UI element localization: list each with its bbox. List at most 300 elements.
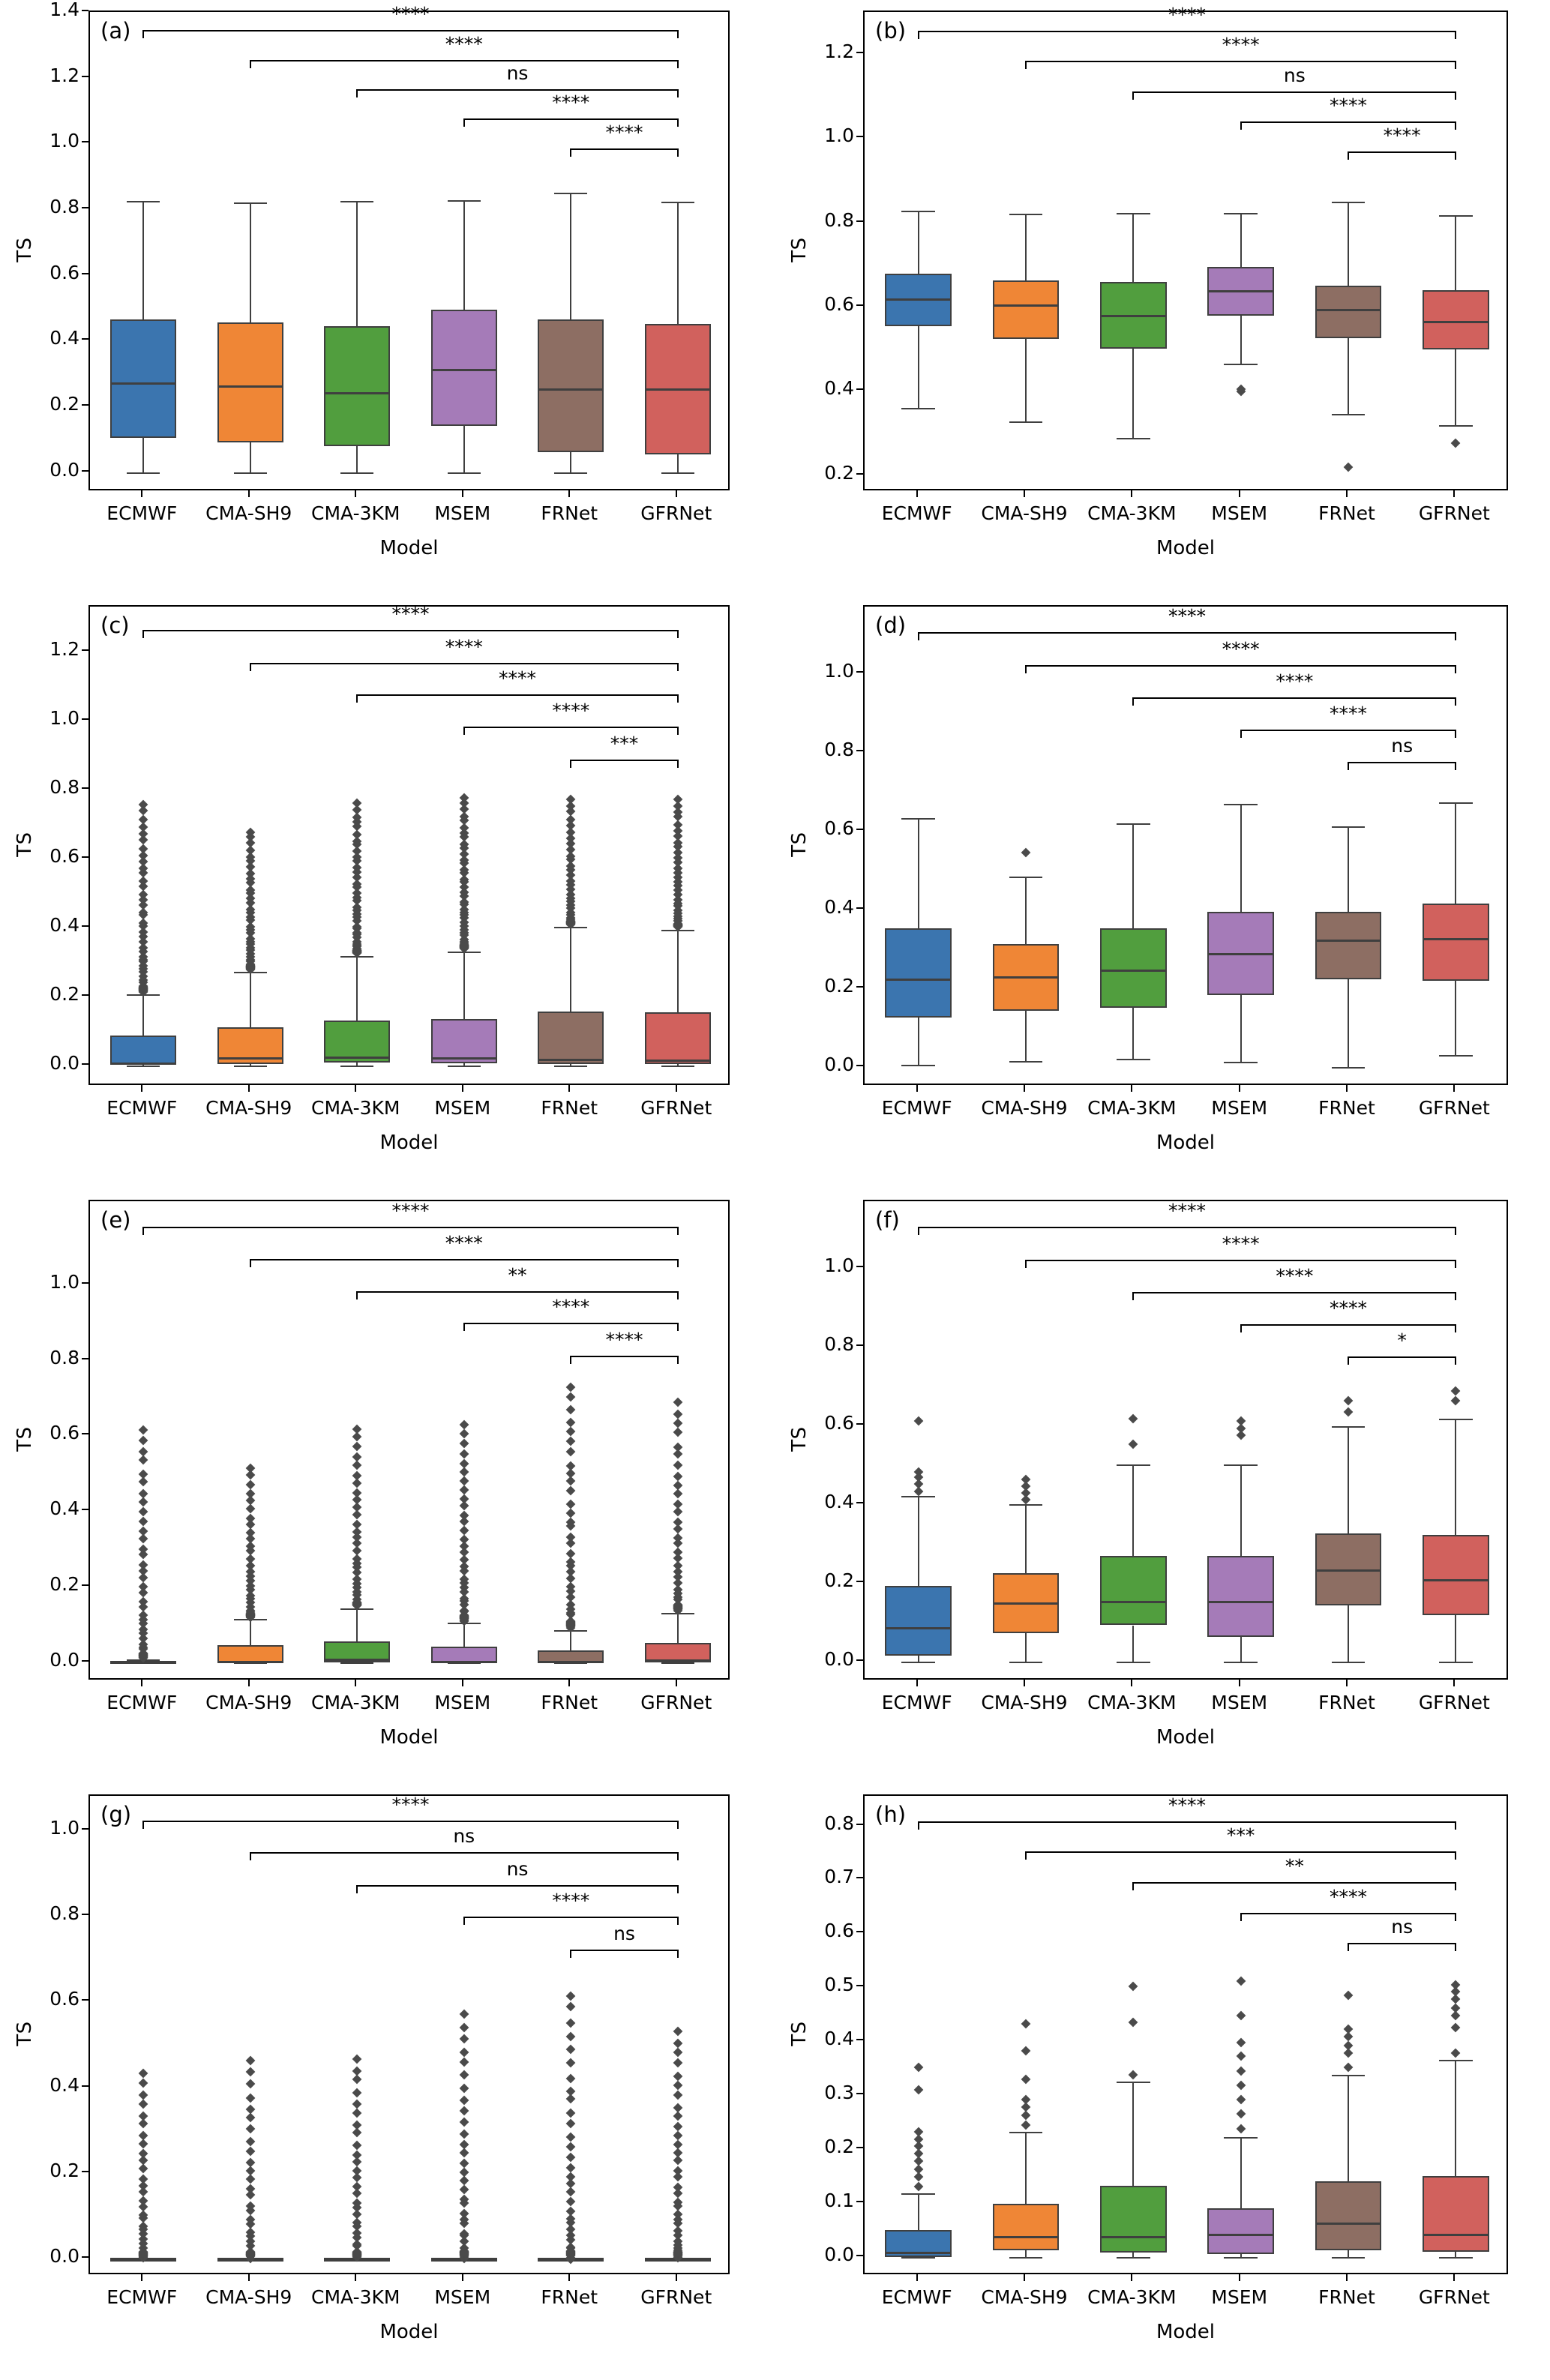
whisker-upper [142, 201, 144, 319]
significance-bracket [464, 118, 678, 120]
significance-bracket-tick [918, 632, 919, 640]
y-tick-label: 0.4 [49, 327, 79, 349]
significance-label: ** [1285, 1855, 1304, 1878]
significance-bracket-tick [1455, 762, 1456, 770]
y-tick-mark [82, 10, 88, 11]
plot-area [88, 1200, 730, 1680]
whisker-upper [1348, 202, 1349, 286]
outlier-marker [139, 2148, 148, 2158]
median-line [645, 388, 711, 391]
x-tick-mark [355, 1085, 356, 1092]
outlier-marker [673, 2122, 682, 2132]
significance-bracket [1026, 665, 1456, 667]
x-tick-label-ecmwf: ECMWF [881, 2286, 952, 2308]
y-tick-label: 0.8 [49, 1902, 79, 1924]
outlier-marker [1451, 1386, 1461, 1395]
panel-f [775, 1189, 1550, 1784]
significance-bracket-tick [677, 148, 679, 157]
x-tick-label-cma-3km: CMA-3KM [1087, 1692, 1177, 1713]
significance-bracket-tick [463, 1917, 465, 1925]
outlier-marker [459, 2058, 469, 2067]
whisker-cap-upper [1224, 1464, 1257, 1466]
whisker-cap-lower [448, 1066, 481, 1067]
outlier-marker [245, 1504, 255, 1514]
significance-bracket [1348, 1943, 1456, 1944]
y-tick-label: 0.0 [49, 2245, 79, 2268]
outlier-marker [245, 2113, 255, 2123]
outlier-marker [566, 2163, 576, 2172]
significance-bracket-tick [1455, 1292, 1456, 1300]
y-tick-label: 1.2 [824, 40, 854, 63]
significance-label: **** [445, 32, 483, 55]
outlier-marker [673, 1419, 682, 1428]
outlier-marker [1236, 2066, 1246, 2076]
x-tick-mark [462, 490, 463, 497]
y-tick-mark [82, 718, 88, 720]
box-ecmwf [885, 928, 952, 1018]
box-frnet [1315, 286, 1382, 338]
outlier-marker [673, 1442, 682, 1452]
whisker-cap-lower [1117, 438, 1150, 439]
panel-label: (g) [100, 1802, 132, 1827]
significance-bracket-tick [356, 1291, 358, 1299]
whisker-upper [1455, 1419, 1456, 1535]
plot-area [88, 1794, 730, 2274]
significance-label: **** [552, 1296, 590, 1318]
outlier-marker [245, 2137, 255, 2147]
significance-bracket-tick [677, 760, 679, 768]
x-tick-label-msem: MSEM [1211, 2286, 1268, 2308]
whisker-lower [1025, 1633, 1027, 1662]
significance-bracket [919, 31, 1456, 32]
outlier-marker [566, 2108, 576, 2118]
outlier-marker [566, 2087, 576, 2097]
y-tick-label: 0.0 [824, 2243, 854, 2265]
y-tick-mark [82, 141, 88, 142]
x-tick-mark [355, 2274, 356, 2281]
whisker-cap-lower [1332, 1662, 1365, 1663]
x-tick-mark [1024, 2274, 1025, 2281]
outlier-marker [1451, 1396, 1461, 1406]
whisker-lower [1025, 1011, 1027, 1061]
y-tick-label: 0.7 [824, 1866, 854, 1888]
significance-label: *** [610, 732, 639, 754]
x-tick-mark [1239, 1680, 1240, 1686]
x-tick-label-cma-sh9: CMA-SH9 [205, 2286, 292, 2308]
outlier-marker [913, 2085, 923, 2095]
box-gfrnet [645, 1012, 711, 1064]
y-tick-label: 0.2 [824, 1569, 854, 1591]
x-tick-label-gfrnet: GFRNet [640, 1097, 712, 1119]
y-tick-label: 0.8 [824, 208, 854, 231]
x-tick-mark [1024, 1085, 1025, 1092]
box-cma-3km [324, 326, 390, 446]
outlier-marker [459, 2159, 469, 2169]
median-line [431, 1057, 497, 1060]
y-tick-mark [856, 2201, 863, 2202]
significance-bracket-tick [1348, 1943, 1349, 1951]
outlier-marker [459, 2176, 469, 2186]
x-tick-label-gfrnet: GFRNet [1418, 2286, 1490, 2308]
outlier-marker [459, 2168, 469, 2178]
outlier-marker [566, 1499, 576, 1509]
box-msem [431, 1019, 497, 1063]
x-tick-mark [355, 1680, 356, 1686]
box-cma-3km [1100, 928, 1167, 1008]
whisker-lower [1455, 981, 1456, 1055]
whisker-lower [1240, 316, 1242, 363]
whisker-cap-upper [340, 201, 373, 202]
whisker-cap-upper [661, 202, 694, 203]
x-tick-label-cma-sh9: CMA-SH9 [981, 1097, 1068, 1119]
significance-bracket-tick [142, 1821, 144, 1829]
x-tick-mark [248, 1085, 250, 1092]
significance-bracket-tick [570, 148, 571, 157]
outlier-marker [566, 1509, 576, 1518]
significance-bracket [1026, 1260, 1456, 1261]
whisker-cap-lower [1009, 2257, 1042, 2259]
y-tick-mark [82, 787, 88, 789]
whisker-lower [677, 454, 679, 472]
x-tick-label-frnet: FRNet [541, 2286, 598, 2308]
outlier-marker [566, 2207, 576, 2217]
significance-bracket-tick [1132, 1882, 1134, 1890]
outlier-marker [566, 1383, 576, 1392]
outlier-marker [352, 2100, 362, 2109]
outlier-marker [139, 1489, 148, 1499]
y-tick-label: 0.8 [49, 776, 79, 799]
median-line [110, 1063, 176, 1065]
outlier-marker [673, 2131, 682, 2141]
x-tick-label-frnet: FRNet [1318, 1097, 1375, 1119]
significance-bracket-tick [1348, 1356, 1349, 1365]
whisker-cap-lower [901, 2257, 934, 2259]
significance-bracket-tick [250, 60, 251, 68]
panel-b [775, 0, 1550, 595]
whisker-upper [1025, 877, 1027, 944]
whisker-upper [463, 1623, 465, 1647]
y-tick-label: 0.4 [824, 1490, 854, 1512]
whisker-lower [1132, 349, 1134, 438]
outlier-marker [352, 1461, 362, 1470]
box-gfrnet [1423, 904, 1489, 981]
whisker-cap-lower [1224, 1062, 1257, 1063]
significance-bracket-tick [1455, 1882, 1456, 1890]
x-axis-label: Model [1156, 1726, 1216, 1749]
significance-bracket-tick [142, 1227, 144, 1235]
x-tick-mark [1131, 2274, 1132, 2281]
y-axis-label: TS [13, 2021, 36, 2046]
significance-bracket-tick [1455, 1821, 1456, 1830]
y-tick-label: 0.6 [824, 817, 854, 840]
outlier-marker [673, 1480, 682, 1490]
significance-bracket-tick [677, 694, 679, 703]
outlier-marker [1021, 2094, 1031, 2104]
outlier-marker [245, 2184, 255, 2193]
box-ecmwf [110, 319, 176, 438]
whisker-cap-upper [554, 193, 587, 194]
y-axis-label: TS [13, 237, 36, 262]
median-line [885, 979, 952, 981]
outlier-marker [1021, 2046, 1031, 2056]
y-tick-mark [856, 1985, 863, 1986]
outlier-marker [566, 2142, 576, 2151]
x-tick-mark [1346, 1085, 1348, 1092]
y-tick-mark [82, 1433, 88, 1434]
significance-label: **** [391, 1200, 430, 1222]
y-tick-label: 0.2 [49, 1573, 79, 1596]
whisker-cap-lower [901, 1065, 934, 1066]
whisker-cap-upper [1224, 2137, 1257, 2139]
y-tick-mark [82, 1828, 88, 1830]
outlier-marker [352, 2075, 362, 2085]
panel-c [0, 595, 775, 1189]
significance-bracket-tick [570, 760, 571, 768]
whisker-upper [1132, 2082, 1134, 2186]
whisker-upper [570, 927, 571, 1011]
y-axis-label: TS [788, 1426, 811, 1452]
y-tick-label: 0.2 [824, 461, 854, 484]
median-line [645, 1060, 711, 1062]
significance-label: **** [605, 121, 643, 143]
significance-label: ns [1391, 735, 1414, 757]
y-tick-mark [82, 207, 88, 208]
outlier-marker [1236, 2094, 1246, 2104]
outlier-marker [566, 2153, 576, 2163]
whisker-cap-upper [1224, 804, 1257, 805]
outlier-marker [352, 830, 362, 840]
whisker-upper [250, 972, 251, 1027]
box-frnet [1315, 912, 1382, 980]
y-tick-mark [856, 1877, 863, 1878]
outlier-marker [1344, 2041, 1354, 2051]
x-tick-mark [141, 1680, 142, 1686]
x-tick-label-cma-3km: CMA-3KM [1087, 1097, 1177, 1119]
significance-bracket-tick [1455, 31, 1456, 39]
plot-area [863, 605, 1508, 1085]
outlier-marker [459, 2117, 469, 2127]
outlier-marker [245, 2147, 255, 2157]
significance-label: ns [1391, 1916, 1414, 1938]
outlier-marker [673, 795, 682, 805]
y-tick-label: 0.2 [824, 2136, 854, 2157]
median-line [217, 1661, 283, 1663]
whisker-cap-upper [901, 1496, 934, 1497]
x-tick-mark [916, 2274, 918, 2281]
whisker-lower [250, 442, 251, 472]
outlier-marker [566, 1991, 576, 2001]
whisker-lower [918, 326, 919, 407]
median-line [885, 1627, 952, 1629]
y-tick-label: 0.6 [824, 1412, 854, 1434]
significance-bracket [1348, 1356, 1456, 1358]
x-tick-label-frnet: FRNet [541, 502, 598, 524]
y-tick-label: 0.1 [824, 2189, 854, 2211]
significance-bracket-tick [356, 1885, 358, 1893]
y-tick-label: 0.0 [49, 458, 79, 481]
y-tick-mark [82, 925, 88, 927]
y-tick-mark [856, 829, 863, 830]
median-line [538, 1059, 604, 1061]
whisker-cap-upper [1439, 1419, 1472, 1420]
plot-area [863, 1794, 1508, 2274]
whisker-cap-upper [1332, 2075, 1365, 2076]
significance-bracket-tick [677, 30, 679, 38]
x-tick-label-cma-sh9: CMA-SH9 [205, 1692, 292, 1713]
whisker-upper [463, 952, 465, 1020]
x-tick-label-ecmwf: ECMWF [106, 1692, 178, 1713]
significance-bracket-tick [677, 1227, 679, 1235]
x-tick-mark [1346, 490, 1348, 497]
significance-bracket [143, 1821, 678, 1822]
box-ecmwf [885, 1586, 952, 1656]
significance-bracket [357, 89, 678, 91]
box-gfrnet [1423, 2176, 1489, 2252]
whisker-cap-upper [1117, 213, 1150, 214]
whisker-cap-lower [1332, 1067, 1365, 1069]
outlier-marker [245, 2105, 255, 2115]
y-tick-mark [856, 388, 863, 390]
significance-bracket [1133, 697, 1456, 699]
box-cma-sh9 [993, 280, 1060, 340]
x-tick-mark [462, 1085, 463, 1092]
outlier-marker [566, 1427, 576, 1437]
x-tick-label-frnet: FRNet [1318, 2286, 1375, 2308]
y-tick-mark [82, 1509, 88, 1510]
y-tick-mark [856, 986, 863, 988]
y-tick-mark [856, 1824, 863, 1825]
x-tick-mark [141, 490, 142, 497]
outlier-marker [1236, 2109, 1246, 2119]
outlier-marker [245, 2067, 255, 2077]
median-line [645, 1659, 711, 1662]
outlier-marker [566, 2132, 576, 2142]
outlier-marker [459, 2022, 469, 2032]
outlier-marker [245, 2079, 255, 2089]
y-tick-label: 0.8 [49, 196, 79, 217]
significance-label: **** [499, 667, 536, 690]
whisker-upper [1132, 213, 1134, 282]
significance-bracket-tick [1240, 1913, 1242, 1921]
significance-bracket [571, 1356, 678, 1357]
box-cma-3km [1100, 1556, 1167, 1625]
x-tick-label-cma-3km: CMA-3KM [311, 502, 400, 524]
x-tick-label-msem: MSEM [434, 1097, 491, 1119]
significance-label: **** [1168, 4, 1206, 26]
x-tick-label-msem: MSEM [434, 502, 491, 524]
whisker-lower [1455, 349, 1456, 425]
x-tick-label-gfrnet: GFRNet [640, 2286, 712, 2308]
whisker-upper [142, 994, 144, 1036]
median-line [110, 382, 176, 385]
x-tick-label-ecmwf: ECMWF [106, 1097, 178, 1119]
significance-bracket [357, 1885, 678, 1887]
significance-label: ns [453, 1825, 475, 1848]
y-tick-label: 0.6 [49, 1988, 79, 2010]
whisker-lower [1455, 1615, 1456, 1662]
outlier-marker [913, 1416, 923, 1425]
median-line [1207, 1601, 1274, 1603]
outlier-marker [459, 1439, 469, 1449]
whisker-cap-lower [1009, 1662, 1042, 1663]
y-tick-label: 0.4 [824, 377, 854, 400]
x-axis-label: Model [379, 1132, 439, 1154]
significance-bracket [143, 630, 678, 631]
significance-bracket-tick [1455, 730, 1456, 738]
whisker-cap-upper [1009, 2132, 1042, 2133]
significance-bracket-tick [1348, 762, 1349, 770]
whisker-cap-lower [1332, 2257, 1365, 2259]
outlier-marker [566, 1405, 576, 1415]
outlier-marker [139, 2164, 148, 2174]
outlier-marker [459, 2070, 469, 2079]
outlier-marker [459, 1535, 469, 1545]
whisker-upper [918, 1496, 919, 1586]
significance-label: **** [1330, 702, 1367, 724]
median-line [538, 1661, 604, 1663]
outlier-marker [1451, 1980, 1461, 1989]
y-tick-label: 0.2 [824, 974, 854, 997]
x-tick-mark [1346, 2274, 1348, 2281]
x-tick-mark [1239, 490, 1240, 497]
significance-label: **** [1168, 1794, 1206, 1816]
y-tick-mark [82, 994, 88, 996]
median-line [1207, 290, 1274, 292]
significance-bracket [1026, 1851, 1456, 1853]
significance-bracket-tick [250, 1259, 251, 1267]
outlier-marker [352, 2109, 362, 2118]
y-tick-mark [856, 2147, 863, 2148]
y-tick-mark [856, 473, 863, 475]
whisker-upper [356, 1608, 358, 1641]
whisker-cap-lower [340, 1066, 373, 1067]
y-axis-label: TS [13, 1426, 36, 1452]
significance-bracket-tick [142, 630, 144, 638]
outlier-marker [352, 1425, 362, 1434]
x-axis-label: Model [1156, 2321, 1216, 2343]
outlier-marker [352, 1488, 362, 1498]
whisker-upper [918, 2193, 919, 2230]
x-tick-mark [1453, 2274, 1455, 2281]
outlier-marker [139, 1447, 148, 1457]
median-line [324, 1057, 390, 1059]
whisker-cap-lower [1117, 1059, 1150, 1060]
significance-label: **** [605, 1328, 643, 1350]
whisker-lower [463, 426, 465, 472]
outlier-marker [459, 2106, 469, 2116]
whisker-cap-upper [1009, 214, 1042, 215]
whisker-upper [356, 201, 358, 326]
median-line [431, 1661, 497, 1663]
significance-bracket-tick [1455, 697, 1456, 706]
whisker-lower [1348, 979, 1349, 1066]
x-tick-mark [568, 2274, 570, 2281]
median-line [993, 2236, 1060, 2238]
outlier-marker [1344, 1991, 1354, 2001]
y-tick-label: 0.6 [49, 1422, 79, 1444]
outlier-marker [352, 798, 362, 808]
x-tick-label-cma-sh9: CMA-SH9 [981, 502, 1068, 524]
whisker-cap-lower [661, 472, 694, 474]
outlier-marker [139, 1527, 148, 1536]
significance-bracket-tick [677, 118, 679, 127]
outlier-marker [566, 1447, 576, 1457]
median-line [1100, 315, 1167, 317]
outlier-marker [139, 2139, 148, 2149]
x-tick-label-cma-sh9: CMA-SH9 [205, 1097, 292, 1119]
significance-bracket-tick [677, 1852, 679, 1860]
whisker-lower [1348, 2250, 1349, 2257]
